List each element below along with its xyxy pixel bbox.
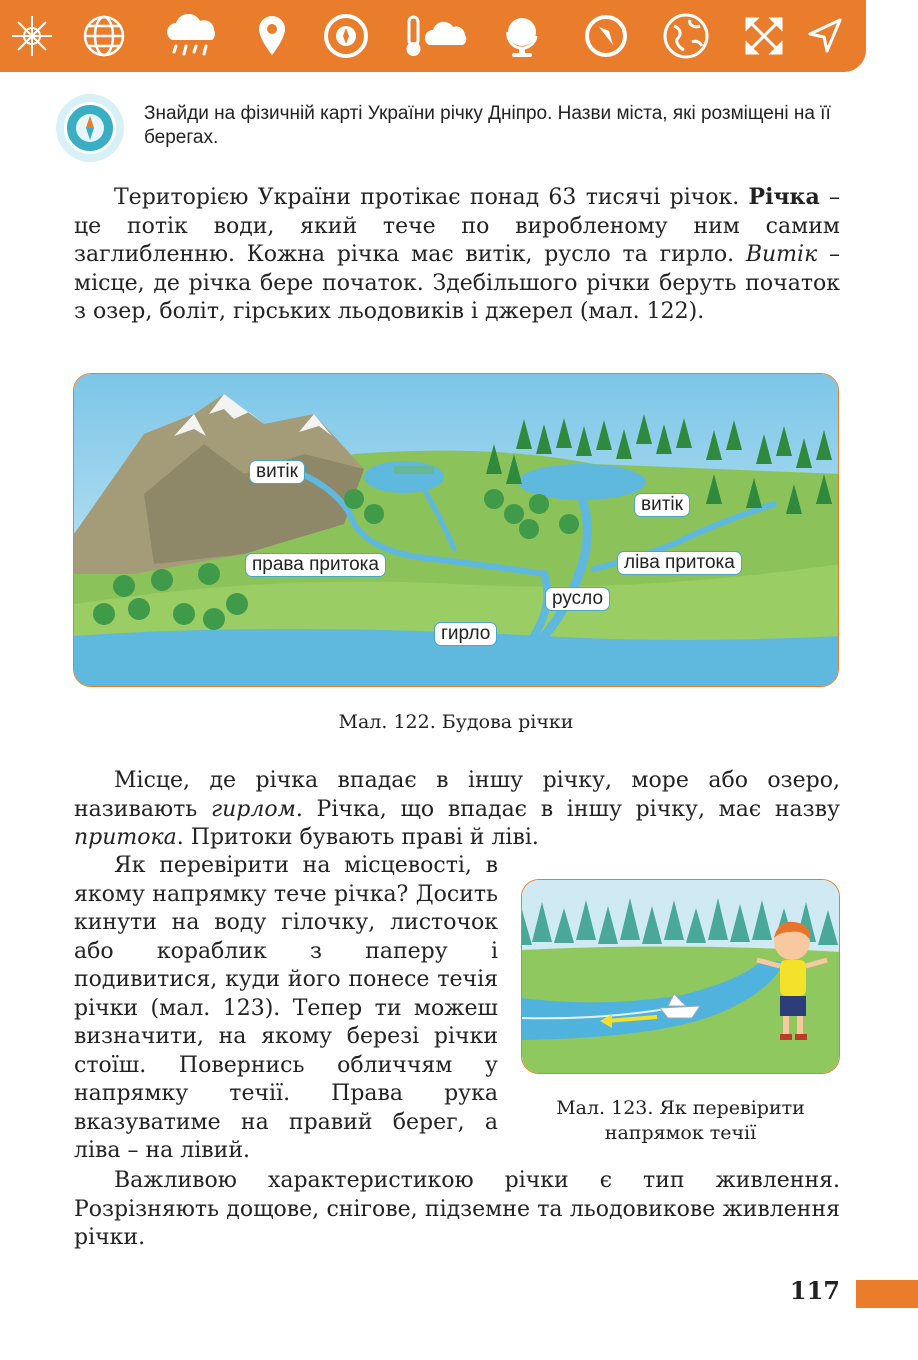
paragraph-text: Важливою характеристикою річки є тип живлення. Розрізняють дощове, снігове, підземне та льодовикове живлення річки. bbox=[74, 1168, 840, 1250]
paragraph-river-definition bbox=[74, 183, 840, 327]
paragraph-river-feeding bbox=[74, 1167, 840, 1253]
paragraph-text: – місце, де річка бере початок. Здебільшого річки беруть початок з озер, боліт, гірських льодовиків і джерел (мал. 122). bbox=[74, 242, 840, 324]
compass-icon bbox=[322, 12, 370, 60]
task-prompt bbox=[56, 94, 846, 164]
label-mouth: гирло bbox=[434, 622, 497, 646]
page-number: 117 bbox=[789, 1276, 840, 1305]
term-river: Річка bbox=[748, 184, 820, 210]
paragraph-mouth-tributary bbox=[74, 767, 840, 853]
label-channel: русло bbox=[545, 587, 610, 611]
label-source-right: витік bbox=[634, 493, 690, 517]
world-globe-icon bbox=[662, 12, 710, 60]
task-text: Знайди на фізичній карті України річку Дніпро. Назви міста, які розміщені на її берегах. bbox=[144, 103, 831, 148]
header-bar bbox=[0, 0, 866, 72]
rain-cloud-icon bbox=[160, 12, 226, 60]
paragraph-flow-direction bbox=[74, 852, 498, 1166]
directions-arrows-icon bbox=[740, 12, 788, 60]
figure-123-caption-line2: напрямок течії bbox=[604, 1122, 757, 1144]
paragraph-text: Місце, де річка впадає в іншу річку, море або озеро, називають bbox=[74, 768, 840, 822]
compass-rose-icon bbox=[8, 12, 56, 60]
thermometer-cloud-icon bbox=[396, 12, 476, 60]
desk-globe-icon bbox=[498, 12, 546, 60]
flow-direction-illustration bbox=[521, 879, 840, 1074]
compass-needle-icon bbox=[582, 12, 630, 60]
paragraph-text: Територією України протікає понад 63 тисячі річок. bbox=[114, 185, 749, 210]
figure-123-caption bbox=[521, 1096, 840, 1146]
figure-123-caption-line1: Мал. 123. Як перевірити bbox=[556, 1097, 805, 1119]
label-right-tributary: права притока bbox=[245, 553, 386, 577]
term-mouth: гирлом bbox=[210, 796, 296, 822]
compass-badge-icon bbox=[56, 94, 124, 162]
paragraph-text: Як перевірити на місцевості, в якому напрямку тече річка? Досить кинути на воду гілочку, листочок або кораблик з паперу і подивитися, куди його понесе течія річки (мал. 123). Тепер ти можеш визначити, на якому березі річки стоїш. Повернись обличчям у напрямку течії. Права рука вказуватиме на правий берег, а ліва – на лівий. bbox=[74, 853, 498, 1163]
map-pin-icon bbox=[248, 12, 296, 60]
figure-122-caption: Мал. 122. Будова річки bbox=[338, 711, 574, 733]
label-left-tributary: ліва притока bbox=[617, 551, 742, 575]
paragraph-text: . Річка, що впадає в іншу річку, має назву bbox=[295, 796, 840, 822]
term-tributary: притока bbox=[74, 825, 177, 850]
paragraph-text: – це потік води, який тече по виробленому ним самим заглибленню. Кожна річка має витік, русло та гирло. bbox=[74, 185, 840, 267]
page-number-bar bbox=[856, 1280, 918, 1308]
paragraph-text: . Притоки бувають праві й ліві. bbox=[176, 825, 539, 850]
globe-grid-icon bbox=[80, 12, 128, 60]
river-structure-illustration bbox=[73, 373, 839, 687]
term-source: Витік bbox=[745, 242, 818, 267]
navigation-arrow-icon bbox=[800, 12, 848, 60]
label-source-left: витік bbox=[249, 460, 305, 484]
